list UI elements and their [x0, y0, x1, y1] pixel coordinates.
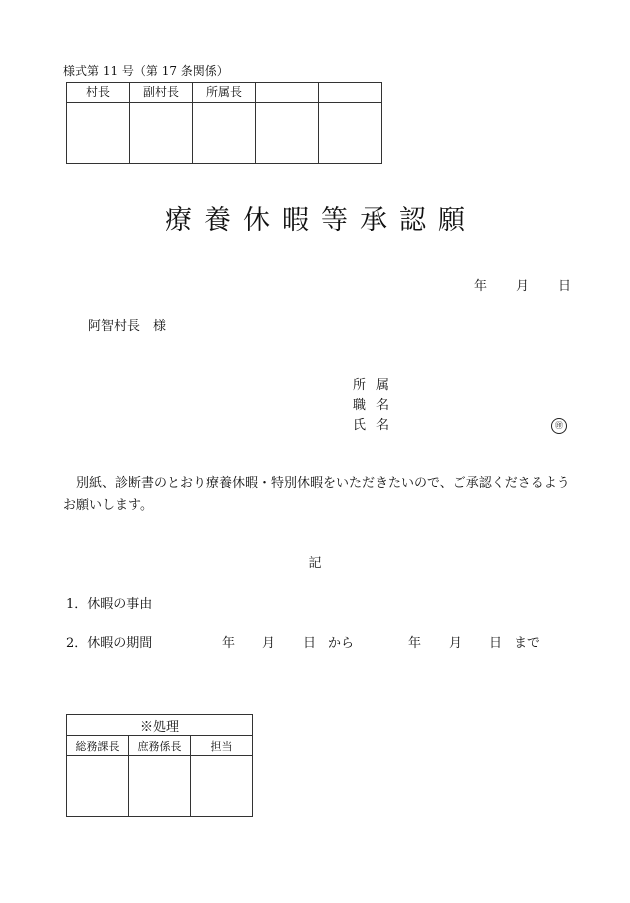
- date-line: [474, 279, 571, 295]
- processing-header-general-affairs-chief: 総務課長: [67, 736, 129, 756]
- applicant-name-label: 氏名: [353, 418, 400, 433]
- applicant-affiliation-label: 所属: [353, 378, 400, 393]
- date-day: 日: [558, 279, 572, 294]
- period-year-2: 年: [408, 636, 422, 651]
- processing-header-staff: 担当: [191, 736, 253, 756]
- approval-stamp-cell: [193, 103, 256, 164]
- period-day-2: 日: [489, 636, 503, 651]
- item-period: 2．休暇の期間: [66, 636, 153, 651]
- period-day-1: 日: [303, 636, 317, 651]
- addressee: 阿智村長 様: [88, 319, 167, 334]
- item-reason: 1．休暇の事由: [66, 597, 153, 612]
- date-year: 年: [474, 279, 488, 294]
- request-body-text: 別紙、診断書のとおり療養休暇・特別休暇をいただきたいので、ご承認くださるようお願いします。: [63, 476, 570, 513]
- processing-caption: ※処理: [67, 715, 253, 736]
- applicant-position-label: 職名: [353, 398, 400, 413]
- period-month-1: 月: [262, 636, 276, 651]
- document-title: 療養休暇等承認願: [165, 205, 477, 236]
- approval-stamp-table: [66, 82, 382, 164]
- approval-stamp-cell: [256, 103, 319, 164]
- approval-header-blank: [319, 83, 382, 103]
- seal-mark: ㊞: [551, 418, 567, 434]
- approval-stamp-cell: [130, 103, 193, 164]
- ki-heading: 記: [308, 556, 322, 571]
- period-month-2: 月: [449, 636, 463, 651]
- approval-stamp-cell: [319, 103, 382, 164]
- processing-table: [66, 714, 253, 817]
- processing-stamp-cell: [191, 756, 253, 817]
- processing-header-clerical-chief: 庶務係長: [129, 736, 191, 756]
- period-until: まで: [514, 636, 541, 651]
- processing-stamp-cell: [129, 756, 191, 817]
- approval-header-blank: [256, 83, 319, 103]
- approval-header-village-head: 村長: [67, 83, 130, 103]
- approval-header-deputy-head: 副村長: [130, 83, 193, 103]
- date-month: 月: [516, 279, 530, 294]
- processing-stamp-cell: [67, 756, 129, 817]
- approval-stamp-cell: [67, 103, 130, 164]
- approval-header-department-head: 所属長: [193, 83, 256, 103]
- period-year-1: 年: [222, 636, 236, 651]
- period-from: から: [328, 636, 355, 651]
- form-number: 様式第 11 号（第 17 条関係）: [63, 64, 229, 78]
